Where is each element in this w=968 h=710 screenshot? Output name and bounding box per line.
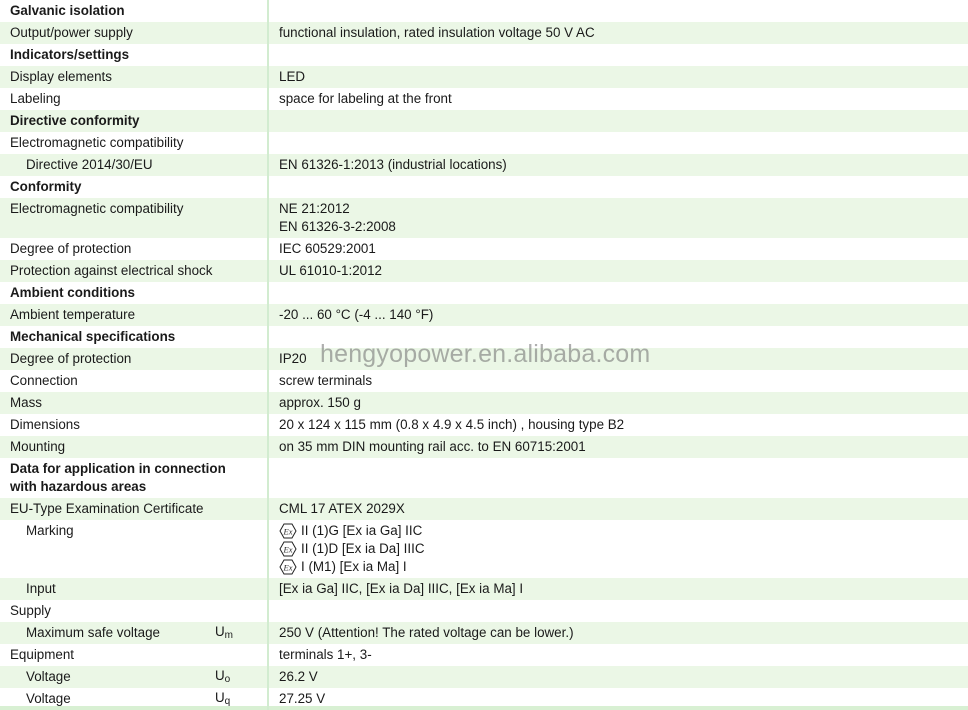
table-row [0, 66, 968, 88]
section-title: Ambient conditions [10, 285, 135, 300]
row-label-cell [0, 644, 269, 666]
section-title: Directive conformity [10, 113, 140, 128]
row-value: on 35 mm DIN mounting rail acc. to EN 60715:2001 [279, 439, 586, 454]
symbol-base: U [215, 624, 225, 639]
table-row [0, 154, 968, 176]
section-title: Galvanic isolation [10, 3, 125, 18]
symbol-subscript: o [224, 674, 231, 685]
row-label: Mass [10, 395, 42, 410]
table-row [0, 644, 968, 666]
row-label: Labeling [10, 91, 61, 106]
row-label-cell [0, 414, 269, 436]
symbol-subscript: q [224, 696, 231, 707]
row-label: Degree of protection [10, 241, 132, 256]
row-label-cell [0, 132, 269, 154]
table-row [0, 520, 968, 578]
ex-hexagon-icon [279, 541, 297, 557]
row-label: Dimensions [10, 417, 80, 432]
row-value: 26.2 V [279, 669, 318, 684]
svg-text:Ex: Ex [283, 544, 293, 555]
row-value: NE 21:2012 [279, 201, 350, 216]
table-row [0, 370, 968, 392]
table-row [0, 688, 968, 710]
row-value: I (M1) [Ex ia Ma] I [301, 559, 407, 574]
row-value-cell [269, 260, 968, 282]
row-label: Output/power supply [10, 25, 133, 40]
symbol [215, 667, 230, 685]
table-row [0, 260, 968, 282]
row-value: 27.25 V [279, 691, 326, 706]
value-line [279, 24, 968, 42]
row-label-cell [0, 22, 269, 44]
row-label-cell [0, 666, 269, 688]
value-line [279, 690, 968, 708]
table-row [0, 88, 968, 110]
row-value-cell [269, 88, 968, 110]
table-row [0, 498, 968, 520]
row-label-cell [0, 622, 269, 644]
row-label: Degree of protection [10, 351, 132, 366]
row-value-cell [269, 0, 968, 22]
table-row [0, 414, 968, 436]
row-value-cell [269, 370, 968, 392]
value-line [279, 240, 968, 258]
row-label: Ambient temperature [10, 307, 136, 322]
value-line [279, 624, 968, 642]
table-row [0, 304, 968, 326]
row-label: Maximum safe voltage [26, 625, 160, 640]
row-value-cell [269, 414, 968, 436]
row-label-cell [0, 578, 269, 600]
row-label: Display elements [10, 69, 112, 84]
row-label: Directive 2014/30/EU [26, 157, 153, 172]
row-value-cell [269, 154, 968, 176]
value-line [279, 350, 968, 368]
value-line [279, 306, 968, 324]
table-row [0, 600, 968, 622]
row-value: II (1)D [Ex ia Da] IIIC [301, 541, 425, 556]
row-value-cell [269, 666, 968, 688]
symbol [215, 689, 230, 707]
row-label-cell [0, 498, 269, 520]
ex-hexagon-icon [279, 559, 297, 575]
row-label-cell [0, 110, 269, 132]
value-line [279, 500, 968, 518]
value-line [279, 68, 968, 86]
row-label: Marking [26, 523, 74, 538]
row-label-cell [0, 370, 269, 392]
value-line [279, 558, 968, 576]
row-label-cell [0, 176, 269, 198]
row-value-cell [269, 436, 968, 458]
row-value-cell [269, 348, 968, 370]
section-title: Conformity [10, 179, 82, 194]
row-value: 20 x 124 x 115 mm (0.8 x 4.9 x 4.5 inch) , housing type B2 [279, 417, 625, 432]
section-header-row [0, 176, 968, 198]
row-value-cell [269, 458, 968, 498]
value-line [279, 394, 968, 412]
row-value-cell [269, 304, 968, 326]
table-row [0, 198, 968, 238]
row-value-cell [269, 282, 968, 304]
row-label-cell [0, 304, 269, 326]
row-value-cell [269, 498, 968, 520]
row-label-cell [0, 154, 269, 176]
value-line [279, 646, 968, 664]
row-value-cell [269, 176, 968, 198]
row-label: Electromagnetic compatibility [10, 201, 184, 216]
value-line [279, 218, 968, 236]
row-value-cell [269, 66, 968, 88]
svg-text:Ex: Ex [283, 526, 293, 537]
row-value-cell [269, 392, 968, 414]
section-title: Indicators/settings [10, 47, 130, 62]
symbol-base: U [215, 690, 225, 705]
value-line [279, 200, 968, 218]
row-label-cell [0, 282, 269, 304]
value-line [279, 438, 968, 456]
row-value: terminals 1+, 3- [279, 647, 372, 662]
table-row [0, 132, 968, 154]
value-line [279, 90, 968, 108]
row-label-cell [0, 198, 269, 238]
row-value: UL 61010-1:2012 [279, 263, 382, 278]
row-label-cell [0, 458, 269, 498]
row-value: LED [279, 69, 306, 84]
value-line [279, 262, 968, 280]
symbol-base: U [215, 668, 225, 683]
value-line [279, 416, 968, 434]
section-title: Mechanical specifications [10, 329, 176, 344]
section-header-row [0, 0, 968, 22]
row-label: Electromagnetic compatibility [10, 135, 184, 150]
row-label-cell [0, 520, 269, 578]
svg-text:Ex: Ex [283, 562, 293, 573]
value-line [279, 156, 968, 174]
row-value-cell [269, 238, 968, 260]
row-label-cell [0, 88, 269, 110]
row-value-cell [269, 198, 968, 238]
row-label-cell [0, 600, 269, 622]
table-row [0, 238, 968, 260]
row-value: EN 61326-3-2:2008 [279, 219, 396, 234]
table-row [0, 348, 968, 370]
row-value: -20 ... 60 °C (-4 ... 140 °F) [279, 307, 434, 322]
row-value: IEC 60529:2001 [279, 241, 376, 256]
row-label-cell [0, 66, 269, 88]
row-value: functional insulation, rated insulation voltage 50 V AC [279, 25, 595, 40]
row-value: screw terminals [279, 373, 373, 388]
row-label: Input [26, 581, 56, 596]
table-row [0, 22, 968, 44]
row-label: Protection against electrical shock [10, 263, 213, 278]
value-line [279, 372, 968, 390]
section-header-row [0, 326, 968, 348]
row-label-cell [0, 260, 269, 282]
row-value-cell [269, 520, 968, 578]
symbol [215, 623, 233, 641]
row-value: EN 61326-1:2013 (industrial locations) [279, 157, 507, 172]
table-row [0, 578, 968, 600]
row-label-cell [0, 238, 269, 260]
row-value-cell [269, 22, 968, 44]
row-label: Voltage [26, 669, 71, 684]
row-label-cell [0, 0, 269, 22]
section-header-row [0, 44, 968, 66]
value-line [279, 580, 968, 598]
row-label-cell [0, 392, 269, 414]
ex-hexagon-icon [279, 523, 297, 539]
value-line [279, 668, 968, 686]
row-value-cell [269, 622, 968, 644]
row-value: CML 17 ATEX 2029X [279, 501, 405, 516]
section-header-row [0, 458, 968, 498]
table-row [0, 392, 968, 414]
symbol-subscript: m [224, 630, 234, 641]
row-value: approx. 150 g [279, 395, 361, 410]
row-value: IP20 [279, 351, 307, 366]
table-row [0, 436, 968, 458]
section-header-row [0, 282, 968, 304]
row-label-cell [0, 348, 269, 370]
row-value-cell [269, 132, 968, 154]
section-title: Data for application in connection with hazardous areas [10, 461, 226, 494]
row-value-cell [269, 644, 968, 666]
row-label-cell [0, 436, 269, 458]
row-label-cell [0, 326, 269, 348]
table-row [0, 622, 968, 644]
row-value-cell [269, 688, 968, 710]
row-label: Equipment [10, 647, 75, 662]
row-label: EU-Type Examination Certificate [10, 501, 204, 516]
row-value: space for labeling at the front [279, 91, 452, 106]
table-row [0, 666, 968, 688]
value-line [279, 522, 968, 540]
row-label-cell [0, 44, 269, 66]
watermark: hengyopower.en.alibaba.com [320, 340, 651, 368]
row-label: Mounting [10, 439, 66, 454]
row-label: Voltage [26, 691, 71, 706]
row-value-cell [269, 326, 968, 348]
row-value-cell [269, 110, 968, 132]
row-label-cell [0, 688, 269, 710]
row-value-cell [269, 600, 968, 622]
section-header-row [0, 110, 968, 132]
row-value: II (1)G [Ex ia Ga] IIC [301, 523, 423, 538]
value-line [279, 540, 968, 558]
row-label: Supply [10, 603, 51, 618]
row-value-cell [269, 578, 968, 600]
row-label: Connection [10, 373, 78, 388]
row-value: 250 V (Attention! The rated voltage can be lower.) [279, 625, 574, 640]
row-value-cell [269, 44, 968, 66]
row-value: [Ex ia Ga] IIC, [Ex ia Da] IIIC, [Ex ia Ma] I [279, 581, 524, 596]
